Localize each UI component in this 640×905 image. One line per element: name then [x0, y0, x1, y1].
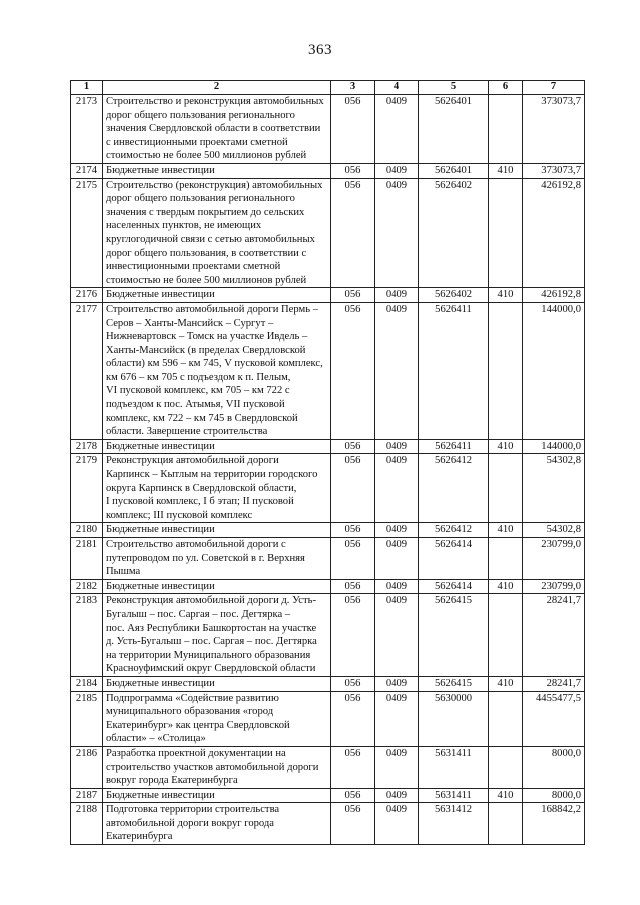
row-amount: 4455477,5 [523, 691, 585, 746]
description-line: Разработка проектной документации на [106, 747, 286, 759]
row-col-4: 0409 [375, 803, 419, 845]
row-number: 2188 [71, 803, 103, 845]
row-col-3: 056 [331, 523, 375, 538]
table-row [71, 676, 585, 691]
row-col-3: 056 [331, 594, 375, 677]
row-col-5: 5631411 [419, 746, 489, 788]
row-number: 2178 [71, 439, 103, 454]
description-line: Строительство и реконструкция автомобильных [106, 96, 324, 107]
row-col-5: 5631411 [419, 788, 489, 803]
row-col-5: 5626411 [419, 439, 489, 454]
description-line: Бюджетные инвестиции [106, 789, 215, 801]
description-line: области. Завершение строительства [106, 426, 268, 438]
row-description [103, 178, 331, 288]
row-amount: 54302,8 [523, 523, 585, 538]
description-line: на территории Муниципального образования [106, 649, 311, 661]
description-line: подъездом к пос. Атымья, VII пусковой [106, 399, 285, 411]
row-col-3: 056 [331, 163, 375, 178]
row-description [103, 538, 331, 580]
row-col-4: 0409 [375, 454, 419, 523]
row-description [103, 163, 331, 178]
header-col-5: 5 [419, 81, 489, 95]
row-description [103, 439, 331, 454]
table-row [71, 288, 585, 303]
description-line: Подготовка территории строительства [106, 804, 280, 816]
header-col-4: 4 [375, 81, 419, 95]
description-line: I пусковой комплекс, I б этап; II пусковой [106, 496, 294, 508]
row-description [103, 95, 331, 164]
description-line: пос. Аяз Республики Башкортостан на участке [106, 622, 317, 634]
row-col-4: 0409 [375, 523, 419, 538]
description-line: Бюджетные инвестиции [106, 580, 215, 592]
row-number: 2184 [71, 676, 103, 691]
row-col-6: 410 [489, 579, 523, 594]
table-row [71, 579, 585, 594]
row-number: 2173 [71, 95, 103, 164]
row-description [103, 523, 331, 538]
row-col-4: 0409 [375, 594, 419, 677]
table-row [71, 439, 585, 454]
row-col-6 [489, 594, 523, 677]
row-description [103, 676, 331, 691]
table-row [71, 788, 585, 803]
description-line: путепроводом по ул. Советской в г. Верхняя [106, 552, 305, 564]
row-number: 2179 [71, 454, 103, 523]
row-col-6: 410 [489, 163, 523, 178]
row-col-3: 056 [331, 691, 375, 746]
description-line: муниципального образования «город [106, 706, 274, 718]
row-col-6: 410 [489, 676, 523, 691]
row-description [103, 302, 331, 439]
description-line: VI пусковой комплекс, км 705 – км 722 с [106, 385, 290, 397]
row-col-6 [489, 178, 523, 288]
row-number: 2181 [71, 538, 103, 580]
row-description [103, 691, 331, 746]
row-amount: 28241,7 [523, 594, 585, 677]
row-amount: 230799,0 [523, 538, 585, 580]
row-amount: 8000,0 [523, 746, 585, 788]
description-line: автомобильной дороги вокруг города [106, 817, 275, 829]
row-number: 2176 [71, 288, 103, 303]
row-amount: 373073,7 [523, 95, 585, 164]
row-col-4: 0409 [375, 579, 419, 594]
row-col-3: 056 [331, 538, 375, 580]
row-amount: 144000,0 [523, 302, 585, 439]
table-row [71, 523, 585, 538]
description-line: комплекс, км 722 – км 745 в Свердловской [106, 412, 298, 424]
row-col-5: 5626402 [419, 288, 489, 303]
description-line: инвестиционными проектами сметной [106, 261, 281, 273]
description-line: Екатеринбург» как центра Свердловской [106, 719, 290, 731]
description-line: Реконструкция автомобильной дороги [106, 455, 279, 467]
row-col-4: 0409 [375, 746, 419, 788]
row-col-3: 056 [331, 302, 375, 439]
row-col-3: 056 [331, 676, 375, 691]
description-line: Строительство (реконструкция) автомобильных [106, 179, 323, 191]
row-col-5: 5626414 [419, 579, 489, 594]
row-number: 2177 [71, 302, 103, 439]
row-amount: 8000,0 [523, 788, 585, 803]
row-col-6: 410 [489, 439, 523, 454]
row-col-3: 056 [331, 439, 375, 454]
row-col-3: 056 [331, 454, 375, 523]
row-col-4: 0409 [375, 676, 419, 691]
description-line: Подпрограмма «Содействие развитию [106, 692, 279, 704]
description-line: д. Усть-Бугалыш – пос. Саргая – пос. Дегтярка [106, 636, 317, 648]
table-row [71, 163, 585, 178]
row-description [103, 579, 331, 594]
row-col-5: 5626412 [419, 454, 489, 523]
row-amount: 168842,2 [523, 803, 585, 845]
description-line: области» – «Столица» [106, 733, 206, 745]
row-col-6: 410 [489, 523, 523, 538]
description-line: Бюджетные инвестиции [106, 164, 215, 176]
row-col-3: 056 [331, 95, 375, 164]
row-description [103, 454, 331, 523]
row-description [103, 803, 331, 845]
description-line: Серов – Ханты-Мансийск – Сургут – [106, 317, 274, 329]
description-line: Бюджетные инвестиции [106, 289, 215, 301]
row-col-6 [489, 302, 523, 439]
page-number: 363 [308, 42, 332, 58]
description-line: значения с твердым покрытием до сельских [106, 206, 305, 218]
header-col-7: 7 [523, 81, 585, 95]
row-col-3: 056 [331, 788, 375, 803]
row-col-6 [489, 691, 523, 746]
description-line: Карпинск – Кытлым на территории городского [106, 469, 318, 481]
row-number: 2180 [71, 523, 103, 538]
budget-table [70, 80, 585, 845]
row-description [103, 288, 331, 303]
row-col-6 [489, 803, 523, 845]
row-col-4: 0409 [375, 178, 419, 288]
header-col-3: 3 [331, 81, 375, 95]
description-line: с инвестиционными проектами сметной [106, 136, 288, 148]
row-description [103, 746, 331, 788]
description-line: строительство участков автомобильной дороги [106, 761, 319, 773]
description-line: Бугалыш – пос. Саргая – пос. Дегтярка – [106, 608, 291, 620]
description-line: вокруг города Екатеринбурга [106, 775, 238, 787]
row-col-6: 410 [489, 288, 523, 303]
description-line: дорог общего пользования регионального [106, 109, 295, 121]
row-amount: 426192,8 [523, 178, 585, 288]
description-line: км 676 – км 705 с подъездом к п. Пелым, [106, 371, 291, 383]
row-amount: 28241,7 [523, 676, 585, 691]
table-row [71, 594, 585, 677]
row-description [103, 788, 331, 803]
row-col-5: 5626415 [419, 594, 489, 677]
table-row [71, 178, 585, 288]
row-col-6: 410 [489, 788, 523, 803]
row-col-4: 0409 [375, 439, 419, 454]
row-amount: 144000,0 [523, 439, 585, 454]
row-col-4: 0409 [375, 538, 419, 580]
row-col-4: 0409 [375, 288, 419, 303]
description-line: комплекс; III пусковой комплекс [106, 509, 253, 521]
description-line: населенных пунктов, не имеющих [106, 220, 262, 232]
row-amount: 54302,8 [523, 454, 585, 523]
row-amount: 373073,7 [523, 163, 585, 178]
description-line: дорог общего пользования регионального [106, 193, 295, 205]
description-line: Бюджетные инвестиции [106, 524, 215, 536]
description-line: Строительство автомобильной дороги Пермь – [106, 303, 319, 315]
description-line: Бюджетные инвестиции [106, 677, 215, 689]
row-col-5: 5630000 [419, 691, 489, 746]
description-line: круглогодичной связи с сетью автомобильных [106, 233, 315, 245]
table-row [71, 538, 585, 580]
row-col-5: 5626415 [419, 676, 489, 691]
row-col-5: 5626402 [419, 178, 489, 288]
row-col-6 [489, 454, 523, 523]
row-col-6 [489, 95, 523, 164]
row-col-3: 056 [331, 746, 375, 788]
table-row [71, 803, 585, 845]
row-number: 2175 [71, 178, 103, 288]
description-line: Нижневартовск – Томск на участке Ивдель – [106, 331, 308, 343]
row-col-5: 5626401 [419, 163, 489, 178]
row-number: 2186 [71, 746, 103, 788]
row-col-5: 5626401 [419, 95, 489, 164]
row-number: 2183 [71, 594, 103, 677]
description-line: Строительство автомобильной дороги с [106, 539, 286, 550]
row-number: 2174 [71, 163, 103, 178]
row-col-4: 0409 [375, 691, 419, 746]
description-line: области) км 596 – км 745, V пусковой комплекс, [106, 358, 323, 370]
description-line: стоимостью не более 500 миллионов рублей [106, 274, 307, 286]
row-description [103, 594, 331, 677]
table-row [71, 95, 585, 164]
row-col-6 [489, 746, 523, 788]
row-col-3: 056 [331, 288, 375, 303]
header-col-6: 6 [489, 81, 523, 95]
row-col-4: 0409 [375, 163, 419, 178]
table-header-row [71, 81, 585, 95]
header-col-1: 1 [71, 81, 103, 95]
table-body [71, 95, 585, 845]
description-line: значения Свердловской области в соответствии [106, 123, 321, 135]
row-col-4: 0409 [375, 95, 419, 164]
table-row [71, 454, 585, 523]
row-col-6 [489, 538, 523, 580]
row-col-5: 5626414 [419, 538, 489, 580]
row-col-3: 056 [331, 579, 375, 594]
row-amount: 230799,0 [523, 579, 585, 594]
row-col-4: 0409 [375, 788, 419, 803]
row-col-5: 5626411 [419, 302, 489, 439]
table-row [71, 302, 585, 439]
description-line: Пышма [106, 566, 141, 578]
row-number: 2182 [71, 579, 103, 594]
row-col-5: 5631412 [419, 803, 489, 845]
description-line: Екатеринбурга [106, 831, 173, 843]
description-line: округа Карпинск в Свердловской области, [106, 482, 297, 494]
description-line: Ханты-Мансийск (в пределах Свердловской [106, 344, 306, 356]
description-line: Бюджетные инвестиции [106, 440, 215, 452]
table-row [71, 746, 585, 788]
description-line: Реконструкция автомобильной дороги д. Усть- [106, 595, 316, 607]
row-number: 2185 [71, 691, 103, 746]
row-amount: 426192,8 [523, 288, 585, 303]
row-col-3: 056 [331, 803, 375, 845]
header-col-2: 2 [103, 81, 331, 95]
description-line: Красноуфимский округ Свердловской области [106, 663, 316, 675]
row-col-4: 0409 [375, 302, 419, 439]
row-col-5: 5626412 [419, 523, 489, 538]
row-col-3: 056 [331, 178, 375, 288]
description-line: стоимостью не более 500 миллионов рублей [106, 150, 307, 162]
table-row [71, 691, 585, 746]
row-number: 2187 [71, 788, 103, 803]
description-line: дорог общего пользования, в соответствии с [106, 247, 307, 259]
